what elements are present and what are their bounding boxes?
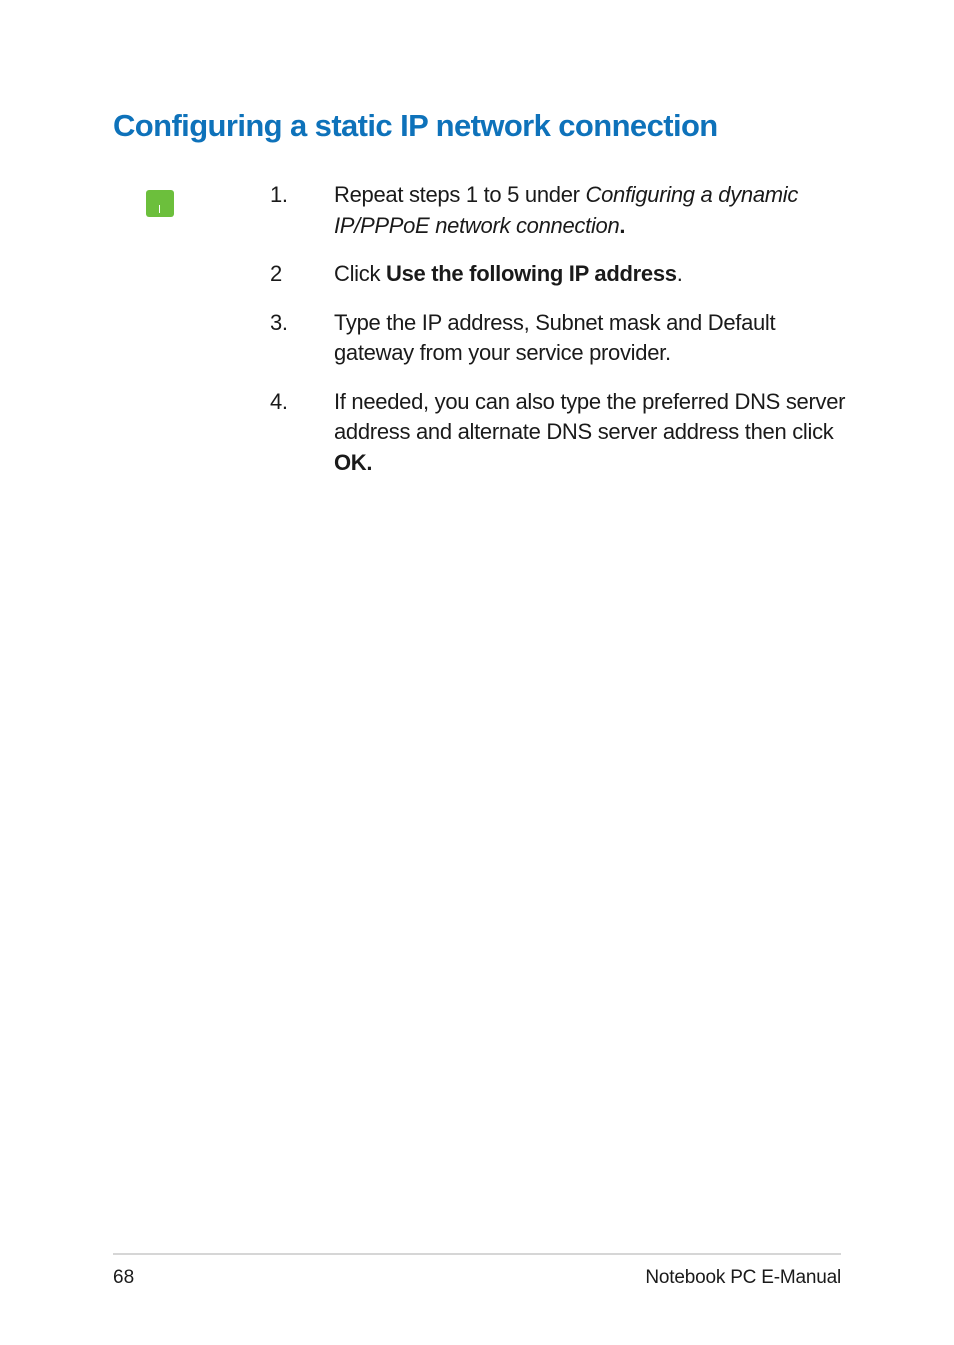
step-text-part: . (676, 261, 683, 286)
step-number: 1. (270, 182, 288, 207)
touchpad-tick-mark (159, 205, 160, 213)
step-text-part: Repeat steps 1 to 5 under (334, 182, 586, 207)
step-text-part: Type the IP address, Subnet mask and Default gateway from your service provider. (334, 309, 776, 365)
step-text (334, 261, 683, 286)
step-item (270, 180, 850, 241)
touchpad-icon (146, 190, 174, 217)
step-number: 4. (270, 388, 288, 414)
step-text-part: Click (334, 261, 386, 286)
step-text-bold: . (619, 212, 626, 238)
footer-divider (113, 1253, 841, 1255)
page-number: 68 (113, 1267, 135, 1288)
steps-list (270, 180, 850, 496)
step-number: 2 (270, 261, 282, 286)
step-text-bold: Use the following IP address (385, 261, 677, 286)
step-item (270, 259, 850, 290)
page-title: Configuring a static IP network connection (113, 108, 718, 143)
step-item (270, 308, 850, 369)
step-item (270, 387, 850, 479)
step-text-bold: OK. (334, 449, 373, 475)
step-text (334, 182, 798, 238)
step-text-part: If needed, you can also type the preferred DNS server address and alternate DNS server address then click (334, 388, 846, 444)
manual-name: Notebook PC E-Manual (645, 1267, 841, 1288)
step-text (334, 310, 775, 366)
step-text-italic: Configuring a dynamic IP/PPPoE network connection (334, 182, 799, 238)
step-text (334, 389, 845, 475)
step-number: 3. (270, 309, 288, 335)
